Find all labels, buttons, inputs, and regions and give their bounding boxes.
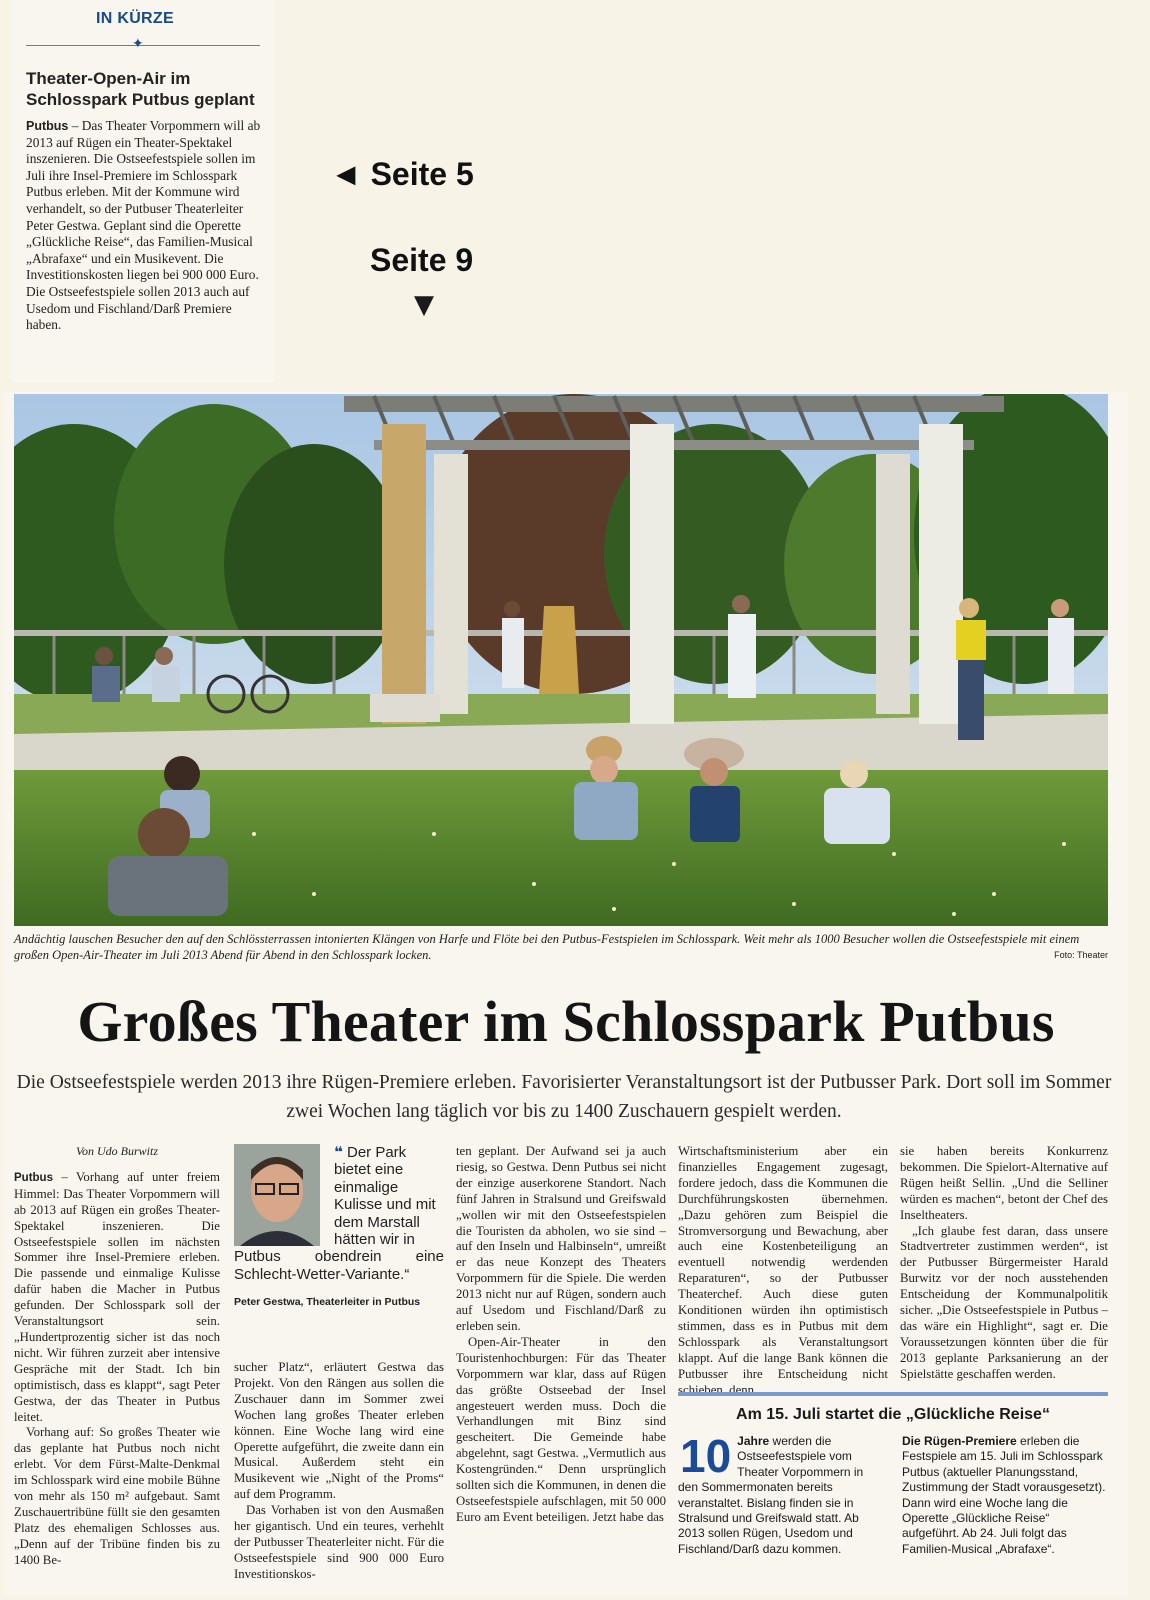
in-kuerze-place: Putbus — [26, 119, 69, 133]
photo-caption — [14, 932, 1108, 963]
col2-paragraph-1: sucher Platz“, erläutert Gestwa das Projekt. Von den Rängen aus sollen die Zuschauer dann im Sommer zwei Wochen lang großes Theater erleben können. Eine Woche lang wird eine Operette aufgeführt, die zweite dann ein Musical. Außerdem steht ein Musikevent wie „Night of the Proms“ auf dem Programm. — [234, 1360, 444, 1502]
star-ornament-icon: ✦ — [132, 36, 144, 52]
quote-line-5: dem Marstall — [334, 1213, 420, 1231]
article-headline: Großes Theater im Schlosspark Putbus — [77, 989, 1055, 1054]
kicker-rule — [26, 34, 260, 52]
down-arrow-icon: ▼ — [414, 290, 434, 320]
big-number: 10 — [680, 1430, 732, 1482]
info-left-lead: Jahre — [737, 1434, 770, 1448]
byline: Von Udo Burwitz — [75, 1144, 158, 1158]
quote-line-3: einmalige — [334, 1178, 399, 1196]
quote-rest: Putbus obendrein eine Schlecht-Wetter-Variante.“ — [234, 1248, 444, 1283]
article-column-3 — [456, 1144, 666, 1526]
col5-paragraph-1: sie haben bereits Konkurrenz bekommen. Die Spielort-Alternative auf Rügen heißt Sellin. „Und die Selliner würden es machen“, betont der Chef des Inseltheaters. — [900, 1144, 1108, 1222]
info-right-text: erleben die Festspiele am 15. Juli im Schlosspark Putbus (aktueller Planungsstand, Zustimmung der Stadt vorausgesetzt). Dann wird eine Woche lang die Operette „Glückliche Reise“ aufgeführt. Ab 24. Juli folgt das Familien-Musical „Abrafaxe“. — [902, 1434, 1106, 1556]
in-kuerze-body — [26, 118, 266, 334]
info-box-right — [902, 1434, 1108, 1557]
info-right-lead: Die Rügen-Premiere — [902, 1434, 1017, 1448]
quote-line-6: hätten wir in — [334, 1231, 415, 1249]
info-box-columns — [678, 1430, 1108, 1557]
col3-paragraph-2: Open-Air-Theater in den Touristenhochburgen: Für das Theater Vorpommern war klar, dass auf Rügen das größte Ostseebad der Insel angesteuert werden muss. Doch die Verhandlungen mit Binz sind gescheitert. Die Gemeinde habe abgelehnt, sagt Gestwa. „Vermutlich aus Kostengründen.“ Denn ursprünglich sollten sich die Kommunen, in denen die Ostseefestspiele aufschlagen, mit 50 000 Euro am Event beteiligen. Jetzt habe das — [456, 1334, 666, 1524]
page-5-marker: ◄ Seite 5 — [330, 156, 474, 192]
park-photo — [14, 394, 1108, 926]
quote-attribution: Peter Gestwa, Theaterleiter in Putbus — [234, 1296, 421, 1309]
info-left-text: werden die Ostseefestspiele vom Theater Vorpommern in den Sommermonaten bereits veranstaltet. Bislang finden sie in Stralsund und Greifswald statt. Ab 2013 sollen Rügen, Usedom und Fischland/Darß dazu kommen. — [678, 1434, 864, 1556]
col1-paragraph-1 — [14, 1170, 220, 1426]
info-box — [678, 1392, 1108, 1557]
info-box-left — [678, 1430, 884, 1557]
info-box-title: Am 15. Juli startet die „Glückliche Reise“ — [736, 1406, 1050, 1423]
caption-text: Andächtig lauschen Besucher den auf den Schlössterrassen intonierten Klängen von Harfe und Flöte bei den Putbus-Festspielen im Schlosspark. Weit mehr als 1000 Besucher wollen die Ostseefestspiele mit einem großen Open-Air-Theater im Juli 2013 Abend für Abend in den Schlosspark locken. — [14, 932, 1080, 962]
quote-line-1: Der Park — [346, 1144, 407, 1161]
col2-paragraph-2: Das Vorhaben ist von den Ausmaßen her gigantisch. Und ein teures, verhehlt der Putbusser Theaterleiter nicht. Für die Ostseefestspiele sind 900 000 Euro Investitionskos- — [234, 1503, 444, 1581]
article-column-4 — [678, 1144, 888, 1399]
in-kuerze-kicker: IN KÜRZE — [96, 10, 174, 27]
col5-paragraph-2: „Ich glaube fest daran, dass unsere Stadtvertreter zustimmen werden“, ist der Putbusser Bürgermeister Harald Burwitz vor der noch ausstehenden Entscheidung der Kommunalpolitik sicher. „Die Ostseefestspiele in Putbus – das wäre ein Highlight“, sagt er. Die Voraussetzungen könnten über die für 2013 geplante Parksanierung an der Spielstätte geschaffen werden. — [900, 1223, 1108, 1381]
in-kuerze-title: Theater-Open-Air im Schlosspark Putbus geplant — [26, 69, 255, 109]
quote-first-lines — [334, 1144, 444, 1248]
col4-paragraph-1: Wirtschaftsministerium aber ein finanzielles Engagement zugesagt, fordere jedoch, dass die Kommunen die Durchführungskosten übernehmen. „Dazu gehören zum Beispiel die Stromversorgung und Bewachung, aber auch eine Kostenbeteiligung an eventuell notwendig werdenden Reparaturen“, so der Putbusser Theaterchef. Auch diese guten Konditionen würden ihn optimistisch stimmen, dass es in Putbus mit dem Schlosspark als Veranstaltungsort klappt. Auf die lange Bank können die Putbusser ihre Entscheidung nicht schieben, denn — [678, 1144, 888, 1397]
dateline-place: Putbus — [14, 1171, 53, 1184]
col1-paragraph-2: Vorhang auf: So großes Theater wie das geplante hat Putbus noch nicht erlebt. Vor dem Fürst-Malte-Denkmal im Schlosspark wird eine mobile Bühne von mehr als 150 m² aufgebaut. Samt Zuschauertribüne füllt sie den gesamten Platz des ehemaligen Schlosses aus. „Denn auf der Tribüne finden bis zu 1400 Be- — [14, 1425, 220, 1567]
article-column-2 — [234, 1144, 444, 1583]
quote-mark-icon: ❝ — [334, 1143, 343, 1161]
quote-box — [234, 1144, 444, 1354]
portrait-photo — [234, 1144, 320, 1246]
main-article — [4, 392, 1128, 1596]
quote-line-4: Kulisse und mit — [334, 1196, 436, 1214]
article-column-1 — [14, 1144, 220, 1569]
col3-paragraph-1: ten geplant. Der Aufwand sei ja auch riesig, so Gestwa. Denn Putbus sei nicht der einzige auserkorene Standort. Nach fünf Jahren in Stralsund und Greifswald „wollen wir mit den Ostseefestspielen die Touristen da abholen, wo sie sind – auf den Inseln und Halbinseln“, umreißt er das neue Konzept des Theaters Vorpommern für die Spiele. Die werden 2013 nicht nur auf Rügen, sondern auch auf Usedom und Fischland/Darß zu erleben sein. — [456, 1144, 666, 1333]
col1-text-1: – Vorhang auf unter freiem Himmel: Das Theater Vorpommern will ab 2013 auf Rügen ein großes Theater-Spektakel inszenieren. Die Ostseefestspiele sollen im nächsten Sommer ihre Insel-Premiere erleben. Die passende und einmalige Kulisse dafür haben die Macher in Putbus gefunden. Der Schlosspark soll der Veranstaltungsort sein. „Hundertprozentig sicher ist das noch nicht. Wir führen zurzeit aber intensive Gespräche mit der Stadt. Ich bin optimistisch, dass es klappt“, sagt Peter Gestwa, der das Theater in Putbus leitet. — [14, 1169, 220, 1424]
in-kuerze-text: – Das Theater Vorpommern will ab 2013 auf Rügen ein Theater-Spektakel inszenieren. Die Ostseefestspiele sollen im Juli ihre Insel-Premiere im Schlosspark Putbus erleben. Mit der Kommune wird verhandelt, so der Putbuser Theaterleiter Peter Gestwa. Geplant sind die Operette „Glückliche Reise“, das Familien-Musical „Abrafaxe“ und ein Musikevent. Die Investitionskosten liegen bei 900 000 Euro. Die Ostseefestspiele sollen 2013 auch auf Usedom und Fischland/Darß Premiere haben. — [26, 118, 261, 333]
article-subhead: Die Ostseefestspiele werden 2013 ihre Rügen-Premiere erleben. Favorisierter Veranstaltungsort ist der Putbusser Park. Dort soll im Sommer zwei Wochen lang täglich vor bis zu 1400 Zuschauern gespielt werden. — [16, 1072, 1112, 1122]
photo-credit: Foto: Theater — [1054, 949, 1108, 960]
article-column-5 — [900, 1144, 1108, 1383]
page-9-marker: Seite 9 — [370, 242, 474, 278]
in-kuerze-box — [12, 0, 274, 382]
quote-line-2: bietet eine — [334, 1161, 404, 1179]
